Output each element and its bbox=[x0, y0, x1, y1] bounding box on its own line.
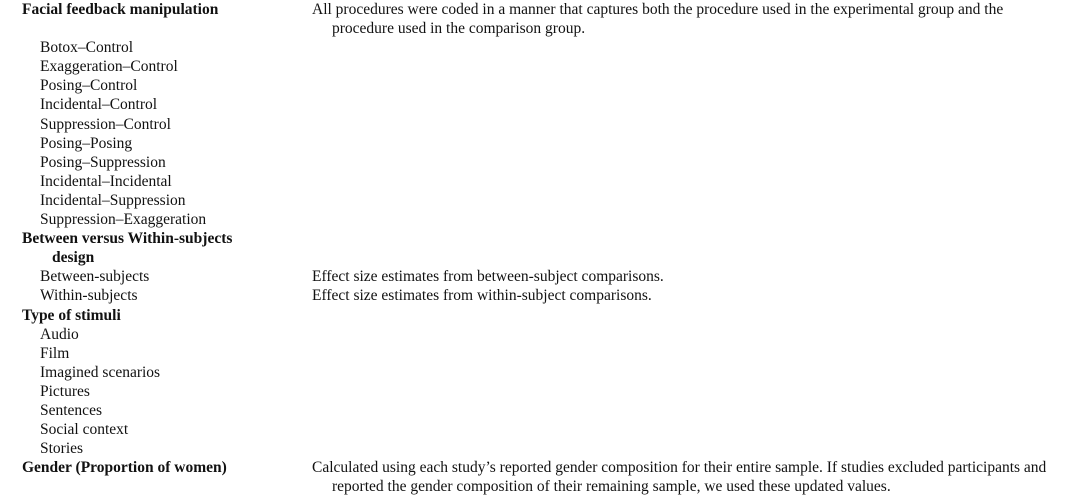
description-cell bbox=[312, 115, 1080, 134]
description-cell bbox=[312, 172, 1080, 191]
subcategory-cell bbox=[0, 191, 312, 210]
description-text bbox=[312, 401, 1062, 420]
subcategory-label: Exaggeration–Control bbox=[40, 58, 178, 76]
subcategory-cell bbox=[0, 325, 312, 344]
description-text bbox=[312, 153, 1062, 172]
table-row bbox=[0, 439, 1080, 458]
description-text: Effect size estimates from between-subject comparisons. bbox=[312, 268, 664, 286]
description-text bbox=[312, 134, 1062, 153]
table-row bbox=[0, 363, 1080, 382]
subcategory-label: Within-subjects bbox=[40, 287, 138, 305]
description-text: All procedures were coded in a manner that captures both the procedure used in the experimental group and the procedure used in the comparison group. bbox=[312, 1, 1004, 38]
subcategory-cell bbox=[0, 344, 312, 363]
subcategory-cell bbox=[0, 95, 312, 114]
subcategory-label: Suppression–Control bbox=[40, 115, 171, 133]
table-row bbox=[0, 38, 1080, 57]
description-cell bbox=[312, 229, 1080, 248]
subcategory-label: Posing–Posing bbox=[40, 134, 133, 152]
table-row bbox=[0, 458, 1080, 496]
category-label: Facial feedback manipulation bbox=[22, 1, 219, 18]
table-row bbox=[0, 153, 1080, 172]
description-text bbox=[312, 382, 1062, 401]
table-row bbox=[0, 306, 1080, 325]
description-cell bbox=[312, 76, 1080, 95]
description-text bbox=[312, 344, 1062, 363]
table-row bbox=[0, 76, 1080, 95]
subcategory-label: Imagined scenarios bbox=[40, 363, 161, 381]
description-text bbox=[312, 363, 1062, 382]
table-row bbox=[0, 286, 1080, 305]
description-cell bbox=[312, 134, 1080, 153]
description-cell bbox=[312, 363, 1080, 382]
description-cell bbox=[312, 401, 1080, 420]
category-cell bbox=[0, 306, 312, 325]
description-cell bbox=[312, 325, 1080, 344]
description-cell bbox=[312, 210, 1080, 229]
description-text bbox=[312, 420, 1062, 439]
table-row bbox=[0, 191, 1080, 210]
description-text bbox=[312, 191, 1062, 210]
table-row bbox=[0, 344, 1080, 363]
subcategory-cell bbox=[0, 210, 312, 229]
table-row bbox=[0, 401, 1080, 420]
table-row bbox=[0, 134, 1080, 153]
table-row bbox=[0, 267, 1080, 286]
description-text bbox=[312, 57, 1062, 76]
category-label: Between versus Within-subjects design bbox=[22, 229, 312, 267]
description-cell bbox=[312, 153, 1080, 172]
description-text bbox=[312, 95, 1062, 114]
description-text bbox=[312, 325, 1062, 344]
subcategory-cell bbox=[0, 172, 312, 191]
description-cell bbox=[312, 382, 1080, 401]
table-row bbox=[0, 172, 1080, 191]
table-row bbox=[0, 229, 1080, 267]
description-cell bbox=[312, 191, 1080, 210]
subcategory-label: Suppression–Exaggeration bbox=[40, 211, 207, 229]
subcategory-cell bbox=[0, 115, 312, 134]
description-text bbox=[312, 439, 1062, 458]
subcategory-label: Pictures bbox=[40, 382, 90, 400]
table-row bbox=[0, 57, 1080, 76]
subcategory-label: Incidental–Incidental bbox=[40, 172, 172, 190]
subcategory-label: Between-subjects bbox=[40, 268, 150, 286]
table-row bbox=[0, 95, 1080, 114]
subcategory-label: Posing–Suppression bbox=[40, 153, 166, 171]
table-row bbox=[0, 325, 1080, 344]
subcategory-cell bbox=[0, 363, 312, 382]
table-row bbox=[0, 0, 1080, 38]
description-cell bbox=[312, 38, 1080, 57]
description-cell bbox=[312, 458, 1080, 496]
category-label-continued: design bbox=[52, 249, 95, 267]
subcategory-label: Stories bbox=[40, 440, 84, 458]
subcategory-cell bbox=[0, 286, 312, 305]
subcategory-cell bbox=[0, 401, 312, 420]
subcategory-label: Film bbox=[40, 344, 70, 362]
description-cell bbox=[312, 267, 1080, 286]
subcategory-cell bbox=[0, 420, 312, 439]
table-row bbox=[0, 420, 1080, 439]
subcategory-label: Sentences bbox=[40, 401, 102, 419]
table-row bbox=[0, 115, 1080, 134]
subcategory-cell bbox=[0, 382, 312, 401]
description-cell bbox=[312, 57, 1080, 76]
description-text bbox=[312, 210, 1062, 229]
description-text bbox=[312, 306, 1062, 325]
description-text: Calculated using each study’s reported gender composition for their entire sample. If studies excluded participants and reported the gender composition of their remaining sample, we used these updated values. bbox=[312, 459, 1047, 496]
description-cell bbox=[312, 420, 1080, 439]
subcategory-label: Posing–Control bbox=[40, 77, 138, 95]
description-text bbox=[312, 76, 1062, 95]
description-cell bbox=[312, 306, 1080, 325]
subcategory-cell bbox=[0, 267, 312, 286]
category-label: Type of stimuli bbox=[22, 306, 121, 324]
subcategory-cell bbox=[0, 439, 312, 458]
subcategory-label: Social context bbox=[40, 421, 129, 439]
description-text: Effect size estimates from within-subject comparisons. bbox=[312, 287, 652, 305]
description-cell bbox=[312, 0, 1080, 38]
subcategory-label: Botox–Control bbox=[40, 39, 134, 57]
subcategory-label: Incidental–Suppression bbox=[40, 191, 186, 209]
subcategory-cell bbox=[0, 76, 312, 95]
description-text bbox=[312, 115, 1062, 134]
description-text bbox=[312, 38, 1062, 57]
table-row bbox=[0, 382, 1080, 401]
category-cell bbox=[0, 0, 312, 19]
category-label: Gender (Proportion of women) bbox=[22, 459, 227, 477]
subcategory-cell bbox=[0, 57, 312, 76]
description-cell bbox=[312, 95, 1080, 114]
subcategory-label: Incidental–Control bbox=[40, 96, 158, 114]
description-text bbox=[312, 229, 1062, 248]
table-row bbox=[0, 210, 1080, 229]
subcategory-cell bbox=[0, 153, 312, 172]
subcategory-cell bbox=[0, 38, 312, 57]
subcategory-cell bbox=[0, 134, 312, 153]
description-cell bbox=[312, 344, 1080, 363]
description-cell bbox=[312, 286, 1080, 305]
category-cell bbox=[0, 229, 312, 267]
category-cell bbox=[0, 458, 312, 477]
description-text bbox=[312, 172, 1062, 191]
description-cell bbox=[312, 439, 1080, 458]
subcategory-label: Audio bbox=[40, 325, 79, 343]
